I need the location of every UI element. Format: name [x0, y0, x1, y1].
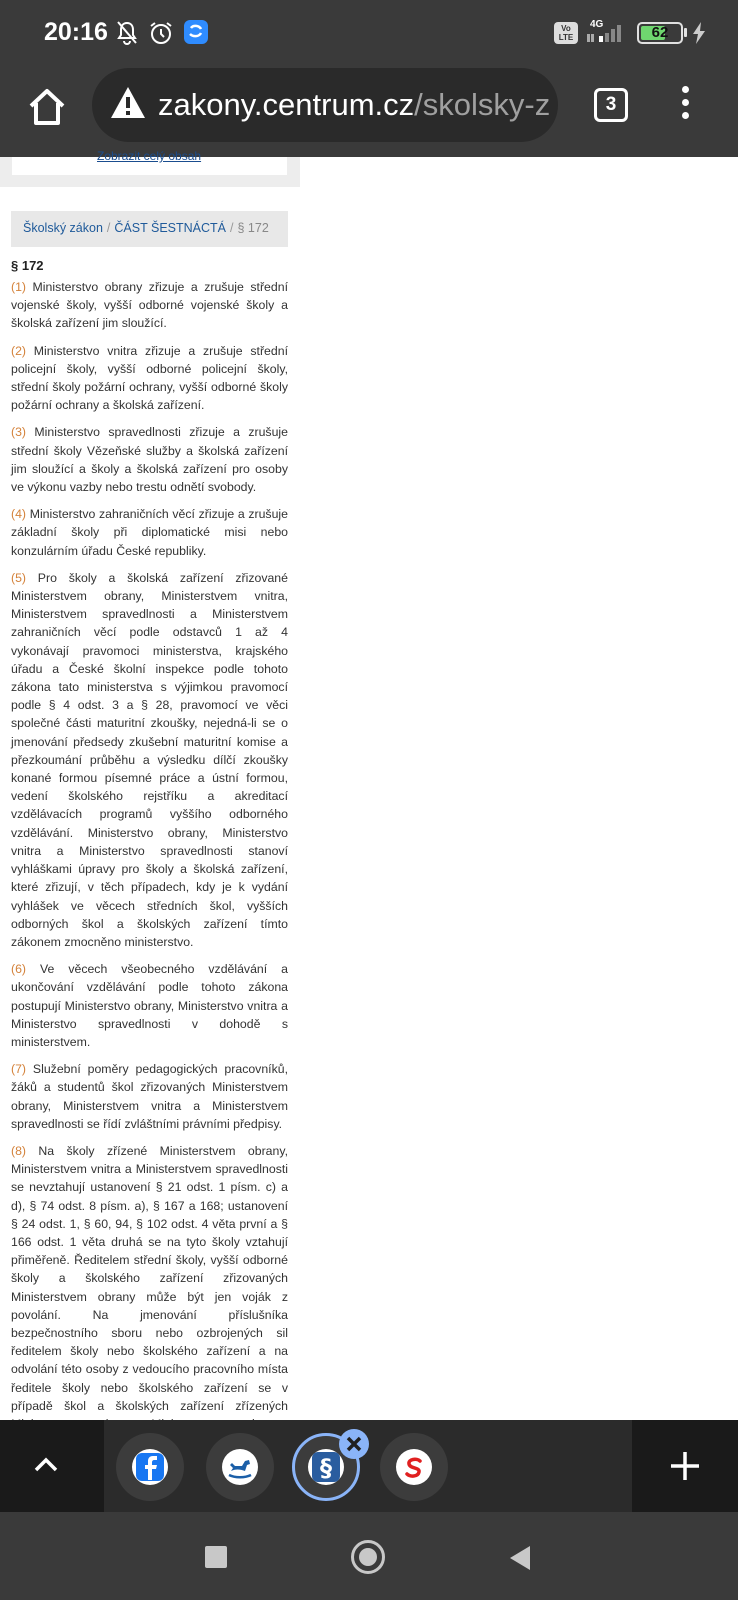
paragraph-number: (1)	[11, 280, 27, 294]
close-icon	[339, 1429, 369, 1459]
paragraph-text: Na školy zřízené Ministerstvem obrany, Ministerstvem vnitra a Ministerstvem spravedlnosti se nevztahují ustanovení § 21 odst. 1 písm. c) a d), § 74 odst. 8 písm. a), § 167 a 168; ustanovení § 24 odst. 1, § 60, 94, § 102 odst. 4 věta první a § 166 odst. 1 věta druhá se na tyto školy vztahují přiměřeně. Ředitelem střední školy, vyšší odborné školy a školského zařízení zřizovaných Ministerstvem obrany může být jen voják z povolání. Na jmenování příslušníka bezpečnostního sboru nebo ozbrojených sil ředitelem školy nebo školského zařízení a na odvolání této osoby z vedoucího pracovního místa ředitele školy nebo školského zařízení se v případě škol a školských zařízení zřízených	[11, 1143, 288, 1413]
paragraph-number: (8)	[11, 1143, 27, 1158]
volte-icon: Vo LTE	[554, 22, 578, 44]
battery-percent: 62	[651, 24, 669, 41]
overflow-menu-icon[interactable]	[678, 86, 692, 126]
new-tab-button[interactable]	[632, 1420, 738, 1512]
paragraph-text: Ministerstvo obrany zřizuje a zrušuje střední vojenské školy, vyšší odborné vojenské školy a školská zařízení jim sloužící.	[11, 280, 288, 331]
section-paragraphs	[11, 278, 288, 1479]
paragraph-5	[11, 569, 288, 951]
bell-muted-icon	[115, 20, 139, 46]
address-bar[interactable]	[92, 68, 558, 142]
paragraph-3	[11, 423, 288, 496]
back-triangle-icon[interactable]	[508, 1545, 532, 1571]
app-notification-icon	[184, 20, 208, 44]
paragraph-7	[11, 1060, 288, 1133]
tab-switcher-button[interactable]: 3	[594, 88, 628, 122]
s-logo-icon	[396, 1449, 432, 1485]
section-title: § 172	[11, 258, 44, 273]
breadcrumb-current: § 172	[237, 221, 269, 235]
home-circle-icon[interactable]	[351, 1540, 385, 1574]
not-secure-warning-icon[interactable]	[110, 86, 146, 120]
tab-horse-site[interactable]	[206, 1433, 274, 1501]
paragraph-text: Pro školy a školská zařízení zřizované Ministerstvem obrany, Ministerstvem vnitra, Ministerstvem spravedlnosti a Ministerstvem zahraničních věcí podle odstavců 1 až 4 vykonávají pravomoci ministerstva, krajského úřadu a České školní inspekce podle tohoto zákona tato ministerstva s výjimkou pravomocí podle § 4 odst. 3 a § 28, pravomocí ve věci společné části maturitní zkoušky, nejedná-li se o jmenování předsedy zkušební maturitní komise a přezkoumání průběhu a výsledku dílčí zkoušky konané formou písemné práce a ústní formou, vedení školského rejstříku a akreditací vzdělávacích programů vyššího odborného vzdělávání. Ministerstvo obrany, Ministerstvo vnitra a Ministerstvo spravedlnosti stanoví vyhláškami úpravy pro školy a školská zařízení, které zřizují, v těch případech, kdy je k vydání vyhlášek ve věcech středních škol, vyšších odborných škol a školských zařízení tímto zákonem zmocněno ministerstvo.	[11, 570, 288, 949]
url-text[interactable]	[158, 87, 550, 123]
paragraph-number: (3)	[11, 425, 27, 440]
rocking-horse-icon	[222, 1449, 258, 1485]
tab-facebook[interactable]	[116, 1433, 184, 1501]
url-path: /skolsky-z	[414, 87, 551, 122]
browser-toolbar	[0, 64, 738, 157]
home-icon[interactable]	[26, 86, 68, 128]
paragraph-6	[11, 960, 288, 1051]
paragraph-2	[11, 342, 288, 415]
chevron-up-icon	[33, 1454, 59, 1474]
article-column	[0, 149, 300, 1420]
paragraph-4	[11, 505, 288, 560]
paragraph-number: (2)	[11, 343, 27, 358]
paragraph-text: Ministerstvo spravedlnosti zřizuje a zrušuje střední školy Vězeňské služby a školská zařízení jim sloužící a školy a školská zařízení pro osoby ve výkonu vazby nebo trestu odnětí svobody.	[11, 425, 288, 495]
status-bar	[0, 0, 738, 64]
close-tab-button[interactable]	[339, 1429, 369, 1459]
battery-tip	[684, 28, 687, 37]
network-type: 4G	[590, 19, 604, 30]
page-content	[0, 149, 738, 1420]
breadcrumb-law-link[interactable]: Školský zákon	[23, 221, 103, 235]
url-domain: zakony.centrum.cz	[158, 87, 415, 122]
tab-s-site[interactable]	[380, 1433, 448, 1501]
svg-text:§: §	[320, 1454, 332, 1482]
paragraph-text: Služební poměry pedagogických pracovníků, žáků a studentů škol zřizovaných Ministerstvem obrany, Ministerstvem vnitra a Ministerstvem spravedlnosti se řídí zvláštními právními předpisy.	[11, 1062, 288, 1131]
show-full-toc-link[interactable]: Zobrazit celý obsah	[97, 149, 202, 163]
status-time: 20:16	[44, 18, 108, 46]
expand-tabs-button[interactable]	[0, 1420, 104, 1512]
plus-icon	[666, 1447, 704, 1485]
signal-strength-icon	[587, 24, 627, 44]
charging-bolt-icon	[692, 22, 706, 44]
paragraph-number: (6)	[11, 962, 27, 977]
paragraph-number: (5)	[11, 570, 27, 585]
alarm-clock-icon	[148, 20, 174, 46]
paragraph-text: Ministerstvo vnitra zřizuje a zrušuje střední policejní školy, vyšší odborné policejní školy, střední školy požární ochrany, vyšší odborné školy požární ochrany a školská zařízení.	[11, 343, 288, 413]
breadcrumb	[11, 211, 288, 247]
tab-group	[104, 1420, 632, 1512]
recents-square-icon[interactable]	[205, 1546, 227, 1568]
paragraph-text: Ministerstvo zahraničních věcí zřizuje a zrušuje základní školy při diplomatické misi nebo konzulárním úřadu České republiky.	[11, 507, 288, 558]
breadcrumb-separator: /	[106, 221, 111, 235]
battery-icon	[637, 22, 683, 44]
system-nav-bar	[0, 1512, 738, 1600]
facebook-icon	[132, 1449, 168, 1485]
toc-box	[0, 149, 300, 187]
paragraph-number: (4)	[11, 507, 27, 522]
paragraph-1	[11, 278, 288, 333]
breadcrumb-separator: /	[230, 221, 234, 235]
breadcrumb-part-link[interactable]: ČÁST ŠESTNÁCTÁ	[114, 221, 226, 235]
toc-inner	[12, 149, 287, 175]
tab-strip	[0, 1420, 738, 1512]
paragraph-number: (7)	[11, 1062, 27, 1077]
paragraph-text: Ve věcech všeobecného vzdělávání a ukončování vzdělávání podle tohoto zákona postupují Ministerstvo obrany, Ministerstvo vnitra a Ministerstvo spravedlnosti v dohodě s ministerstvem.	[11, 962, 288, 1049]
